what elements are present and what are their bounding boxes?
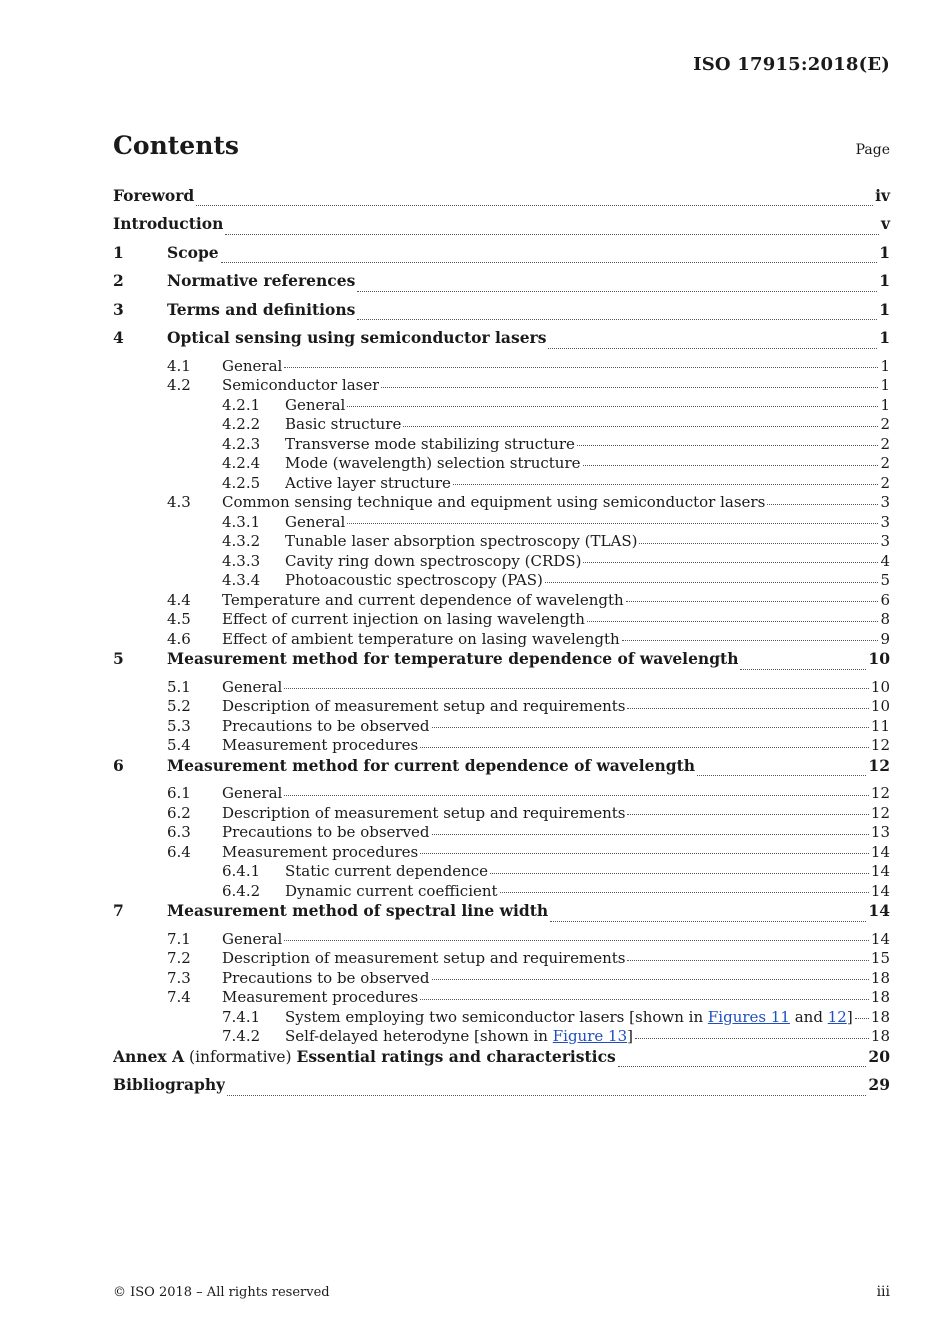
toc-entry-page: 14 <box>870 842 890 861</box>
toc-entry-page: 11 <box>870 716 890 735</box>
toc-entry-page: 10 <box>870 677 890 696</box>
toc-entry[interactable] <box>113 415 890 435</box>
toc-entry[interactable] <box>113 930 890 950</box>
toc-entry[interactable] <box>113 804 890 824</box>
toc-entry[interactable] <box>113 969 890 989</box>
toc-entry-page: 1 <box>879 242 890 262</box>
toc-entry-number: 7.4 <box>167 988 191 1006</box>
toc-entry[interactable] <box>113 949 890 969</box>
toc-entry-page: 14 <box>868 901 890 920</box>
toc-entry-number: 4.2.2 <box>222 415 261 433</box>
contents-title: Contents <box>113 131 240 160</box>
toc-entry-number: 4.1 <box>167 356 191 375</box>
toc-entry-title: General <box>222 784 283 802</box>
page-column-label: Page <box>855 142 890 158</box>
toc-entry[interactable] <box>113 532 890 552</box>
dot-leader <box>347 523 878 524</box>
toc-entry-title: General <box>285 395 346 414</box>
toc-entry[interactable] <box>113 552 890 572</box>
dot-leader <box>225 234 879 235</box>
toc-entry[interactable] <box>113 493 890 513</box>
footer-copyright: © ISO 2018 – All rights reserved <box>113 1285 330 1300</box>
toc-entry[interactable] <box>113 271 890 300</box>
toc-entry[interactable] <box>113 678 890 698</box>
toc-entry[interactable] <box>113 610 890 630</box>
dot-leader <box>548 348 877 349</box>
toc-entry-page: 1 <box>879 328 890 347</box>
toc-entry-number: 4 <box>113 328 124 347</box>
toc-entry[interactable] <box>113 736 890 756</box>
toc-entry-page: 3 <box>880 532 890 550</box>
toc-entry-page: 9 <box>880 629 890 648</box>
dot-leader <box>627 814 868 815</box>
table-of-contents <box>113 186 890 1104</box>
toc-entry-page: 12 <box>870 803 890 822</box>
toc-entry[interactable] <box>113 717 890 737</box>
dot-leader <box>490 873 869 874</box>
dot-leader <box>284 940 869 941</box>
toc-entry[interactable] <box>113 1075 890 1104</box>
toc-entry[interactable] <box>113 630 890 650</box>
toc-entry-title: Temperature and current dependence of wavelength <box>222 590 624 609</box>
toc-entry-title: Measurement procedures <box>222 988 419 1006</box>
toc-entry[interactable] <box>113 357 890 377</box>
toc-entry-title-part: ] <box>846 1007 853 1026</box>
toc-entry-title <box>285 1008 853 1028</box>
dot-leader <box>284 367 878 368</box>
toc-entry-title: General <box>222 677 283 696</box>
dot-leader <box>284 795 869 796</box>
dot-leader <box>500 892 869 893</box>
figure-link[interactable]: 12 <box>827 1007 847 1026</box>
toc-entry-page: 12 <box>870 784 890 802</box>
toc-entry[interactable] <box>113 454 890 474</box>
toc-entry-number: 4.2 <box>167 376 191 394</box>
toc-entry[interactable] <box>113 649 890 678</box>
figure-link[interactable]: Figures 11 <box>707 1007 790 1026</box>
toc-entry-number: 6 <box>113 755 124 775</box>
toc-entry-page: 3 <box>880 512 890 531</box>
toc-entry-title-part: and <box>789 1007 828 1026</box>
toc-entry-title: Terms and definitions <box>167 299 356 319</box>
toc-entry-number: 4.2.5 <box>222 473 261 492</box>
toc-entry-title: Active layer structure <box>285 473 451 492</box>
toc-entry-title: Effect of current injection on lasing wavelength <box>222 610 585 628</box>
toc-entry-number: 4.3.4 <box>222 571 261 589</box>
toc-entry-title: Normative references <box>167 271 356 290</box>
toc-entry[interactable] <box>113 571 890 591</box>
toc-entry-number: 4.3.2 <box>222 532 261 550</box>
toc-entry-page: 18 <box>870 968 890 987</box>
toc-entry-title: Basic structure <box>285 415 402 433</box>
toc-entry-number: 6.4.1 <box>222 862 261 880</box>
dot-leader <box>545 582 879 583</box>
toc-entry-title: General <box>222 356 283 375</box>
toc-entry-page: 2 <box>880 454 890 472</box>
toc-entry-page: 3 <box>880 493 890 511</box>
dot-leader <box>622 640 879 641</box>
toc-entry-page: 18 <box>870 988 890 1006</box>
toc-entry-number: 4.3 <box>167 493 191 511</box>
toc-entry-page: 14 <box>870 862 890 880</box>
toc-entry-page: 8 <box>880 610 890 628</box>
toc-entry-number: 4.4 <box>167 590 191 609</box>
toc-entry-page: 1 <box>879 271 890 290</box>
toc-entry-number: 4.2.1 <box>222 395 261 414</box>
toc-entry[interactable] <box>113 376 890 396</box>
toc-entry[interactable] <box>113 988 890 1008</box>
toc-entry-number: 4.2.4 <box>222 454 261 472</box>
dot-leader <box>432 834 869 835</box>
toc-entry-page: iv <box>875 186 890 205</box>
toc-entry-number: 4.3.3 <box>222 551 261 570</box>
toc-entry[interactable] <box>113 243 890 272</box>
dot-leader <box>221 262 878 263</box>
toc-entry-page: 14 <box>870 881 890 900</box>
toc-entry-page: 12 <box>868 755 890 775</box>
toc-entry[interactable] <box>113 697 890 717</box>
toc-entry-page: 12 <box>870 736 890 754</box>
toc-entry-title: Scope <box>167 242 219 262</box>
dot-leader <box>420 747 869 748</box>
toc-entry[interactable] <box>113 435 890 455</box>
toc-entry-number: 5 <box>113 649 124 668</box>
toc-entry-title: Dynamic current coefficient <box>285 881 498 900</box>
toc-entry-number: 6.4 <box>167 842 191 861</box>
toc-entry-number: 4.2.3 <box>222 434 261 453</box>
toc-entry-number: 6.1 <box>167 784 191 802</box>
figure-link[interactable]: Figure 13 <box>552 1027 628 1045</box>
toc-entry-title-part: (informative) <box>184 1047 297 1066</box>
toc-entry-number: 7 <box>113 901 124 920</box>
toc-entry[interactable] <box>113 882 890 902</box>
toc-entry[interactable] <box>113 862 890 882</box>
dot-leader <box>618 1066 867 1067</box>
toc-entry-title-part: Self-delayed heterodyne [shown in <box>285 1027 553 1045</box>
toc-entry-number: 7.4.1 <box>222 1007 261 1026</box>
toc-entry-title: Measurement method for temperature dependence of wavelength <box>167 649 739 668</box>
toc-entry[interactable] <box>113 513 890 533</box>
dot-leader <box>403 426 878 427</box>
dot-leader <box>284 688 869 689</box>
toc-entry[interactable] <box>113 1047 890 1076</box>
toc-entry[interactable] <box>113 300 890 329</box>
dot-leader <box>627 960 868 961</box>
toc-entry[interactable] <box>113 1027 890 1047</box>
toc-entry-title: Common sensing technique and equipment using semiconductor lasers <box>222 493 766 511</box>
toc-entry-title-part: ] <box>627 1027 633 1045</box>
toc-entry[interactable] <box>113 474 890 494</box>
toc-entry-page: 15 <box>870 949 890 967</box>
dot-leader <box>577 445 879 446</box>
toc-entry-title: Description of measurement setup and requirements <box>222 697 626 715</box>
dot-leader <box>626 601 879 602</box>
toc-entry-title: General <box>285 512 346 531</box>
toc-entry-number: 6.3 <box>167 823 191 841</box>
dot-leader <box>347 406 878 407</box>
toc-entry-page: 18 <box>870 1027 890 1045</box>
toc-entry-page: v <box>880 214 890 233</box>
toc-entry-page: 1 <box>879 299 890 319</box>
toc-entry-title: Measurement procedures <box>222 842 419 861</box>
toc-entry[interactable] <box>113 214 890 243</box>
toc-entry-title: Cavity ring down spectroscopy (CRDS) <box>285 551 582 570</box>
toc-entry-title-part: Annex A <box>113 1046 185 1066</box>
toc-entry-number: 6.4.2 <box>222 881 261 900</box>
toc-entry-title: Transverse mode stabilizing structure <box>285 434 575 453</box>
toc-entry-title: Static current dependence <box>285 862 489 880</box>
toc-entry-page: 14 <box>870 929 890 948</box>
toc-entry-number: 7.1 <box>167 929 191 948</box>
dot-leader <box>357 319 877 320</box>
toc-entry-title: Precautions to be observed <box>222 968 430 987</box>
toc-entry-title: Measurement procedures <box>222 736 419 754</box>
dot-leader <box>420 853 869 854</box>
toc-entry-number: 4.3.1 <box>222 512 261 531</box>
dot-leader <box>740 669 866 670</box>
document-id: ISO 17915:2018(E) <box>693 54 890 75</box>
toc-entry-page: 1 <box>880 376 890 394</box>
toc-entry[interactable] <box>113 186 890 214</box>
dot-leader <box>432 727 869 728</box>
footer-page-number: iii <box>876 1284 890 1300</box>
toc-entry-page: 29 <box>868 1075 890 1094</box>
dot-leader <box>432 979 869 980</box>
toc-entry-number: 5.2 <box>167 697 191 715</box>
toc-entry-page: 6 <box>880 590 890 609</box>
toc-entry[interactable] <box>113 1008 890 1028</box>
toc-entry-title: Description of measurement setup and requirements <box>222 949 626 967</box>
toc-entry-page: 2 <box>880 473 890 492</box>
toc-entry-page: 10 <box>868 649 890 668</box>
dot-leader <box>381 387 878 388</box>
toc-entry-title: Introduction <box>113 214 224 233</box>
toc-entry-page: 5 <box>880 571 890 589</box>
toc-entry-title: Photoacoustic spectroscopy (PAS) <box>285 571 543 589</box>
toc-entry-number: 4.6 <box>167 629 191 648</box>
toc-entry-page: 10 <box>870 697 890 715</box>
toc-entry-number: 4.5 <box>167 610 191 628</box>
dot-leader <box>550 921 866 922</box>
dot-leader <box>635 1038 869 1039</box>
toc-entry-page: 13 <box>870 823 890 841</box>
toc-entry-title: Mode (wavelength) selection structure <box>285 454 581 472</box>
toc-entry-title <box>285 1027 633 1047</box>
toc-entry-title: Bibliography <box>113 1075 226 1094</box>
dot-leader <box>196 205 873 206</box>
toc-entry-page: 1 <box>880 356 890 375</box>
toc-entry-number: 5.3 <box>167 716 191 735</box>
toc-entry-page: 2 <box>880 415 890 433</box>
toc-entry[interactable] <box>113 901 890 930</box>
toc-entry-title: General <box>222 929 283 948</box>
toc-entry-page: 20 <box>868 1046 890 1066</box>
toc-entry-page: 4 <box>880 551 890 570</box>
toc-entry-title: Precautions to be observed <box>222 716 430 735</box>
toc-entry-title: Semiconductor laser <box>222 376 380 394</box>
dot-leader <box>453 484 879 485</box>
dot-leader <box>227 1095 866 1096</box>
dot-leader <box>583 465 879 466</box>
toc-entry[interactable] <box>113 328 890 357</box>
dot-leader <box>357 291 877 292</box>
toc-entry-title: Measurement method of spectral line width <box>167 901 549 920</box>
toc-entry-title: Tunable laser absorption spectroscopy (TLAS) <box>285 532 638 550</box>
toc-entry-number: 6.2 <box>167 803 191 822</box>
toc-entry-title: Measurement method for current dependence of wavelength <box>167 755 696 775</box>
toc-entry-title: Foreword <box>113 186 195 205</box>
dot-leader <box>587 621 879 622</box>
toc-entry[interactable] <box>113 591 890 611</box>
toc-entry-title: Optical sensing using semiconductor lasers <box>167 328 547 347</box>
dot-leader <box>639 543 878 544</box>
toc-entry-page: 18 <box>870 1007 890 1026</box>
toc-entry-number: 5.4 <box>167 736 191 754</box>
toc-entry[interactable] <box>113 396 890 416</box>
toc-entry-page: 2 <box>880 434 890 453</box>
toc-entry-number: 1 <box>113 242 124 262</box>
toc-entry-title: Precautions to be observed <box>222 823 430 841</box>
toc-entry[interactable] <box>113 823 890 843</box>
toc-entry-title: Description of measurement setup and requirements <box>222 803 626 822</box>
dot-leader <box>855 1018 869 1019</box>
toc-entry-number: 2 <box>113 271 124 290</box>
toc-entry-title: Effect of ambient temperature on lasing wavelength <box>222 629 620 648</box>
toc-entry[interactable] <box>113 756 890 785</box>
toc-entry-number: 3 <box>113 299 124 319</box>
toc-entry[interactable] <box>113 843 890 863</box>
dot-leader <box>420 999 869 1000</box>
toc-entry-number: 7.2 <box>167 949 191 967</box>
toc-entry-number: 5.1 <box>167 677 191 696</box>
dot-leader <box>583 562 878 563</box>
toc-entry-number: 7.4.2 <box>222 1027 261 1045</box>
toc-entry-title <box>113 1047 616 1067</box>
dot-leader <box>697 775 866 776</box>
toc-entry[interactable] <box>113 784 890 804</box>
toc-entry-number: 7.3 <box>167 968 191 987</box>
toc-entry-title-part: Essential ratings and characteristics <box>296 1046 616 1066</box>
toc-entry-title-part: System employing two semiconductor lasers [shown in <box>285 1007 708 1026</box>
dot-leader <box>767 504 878 505</box>
toc-entry-page: 1 <box>880 395 890 414</box>
dot-leader <box>627 708 868 709</box>
